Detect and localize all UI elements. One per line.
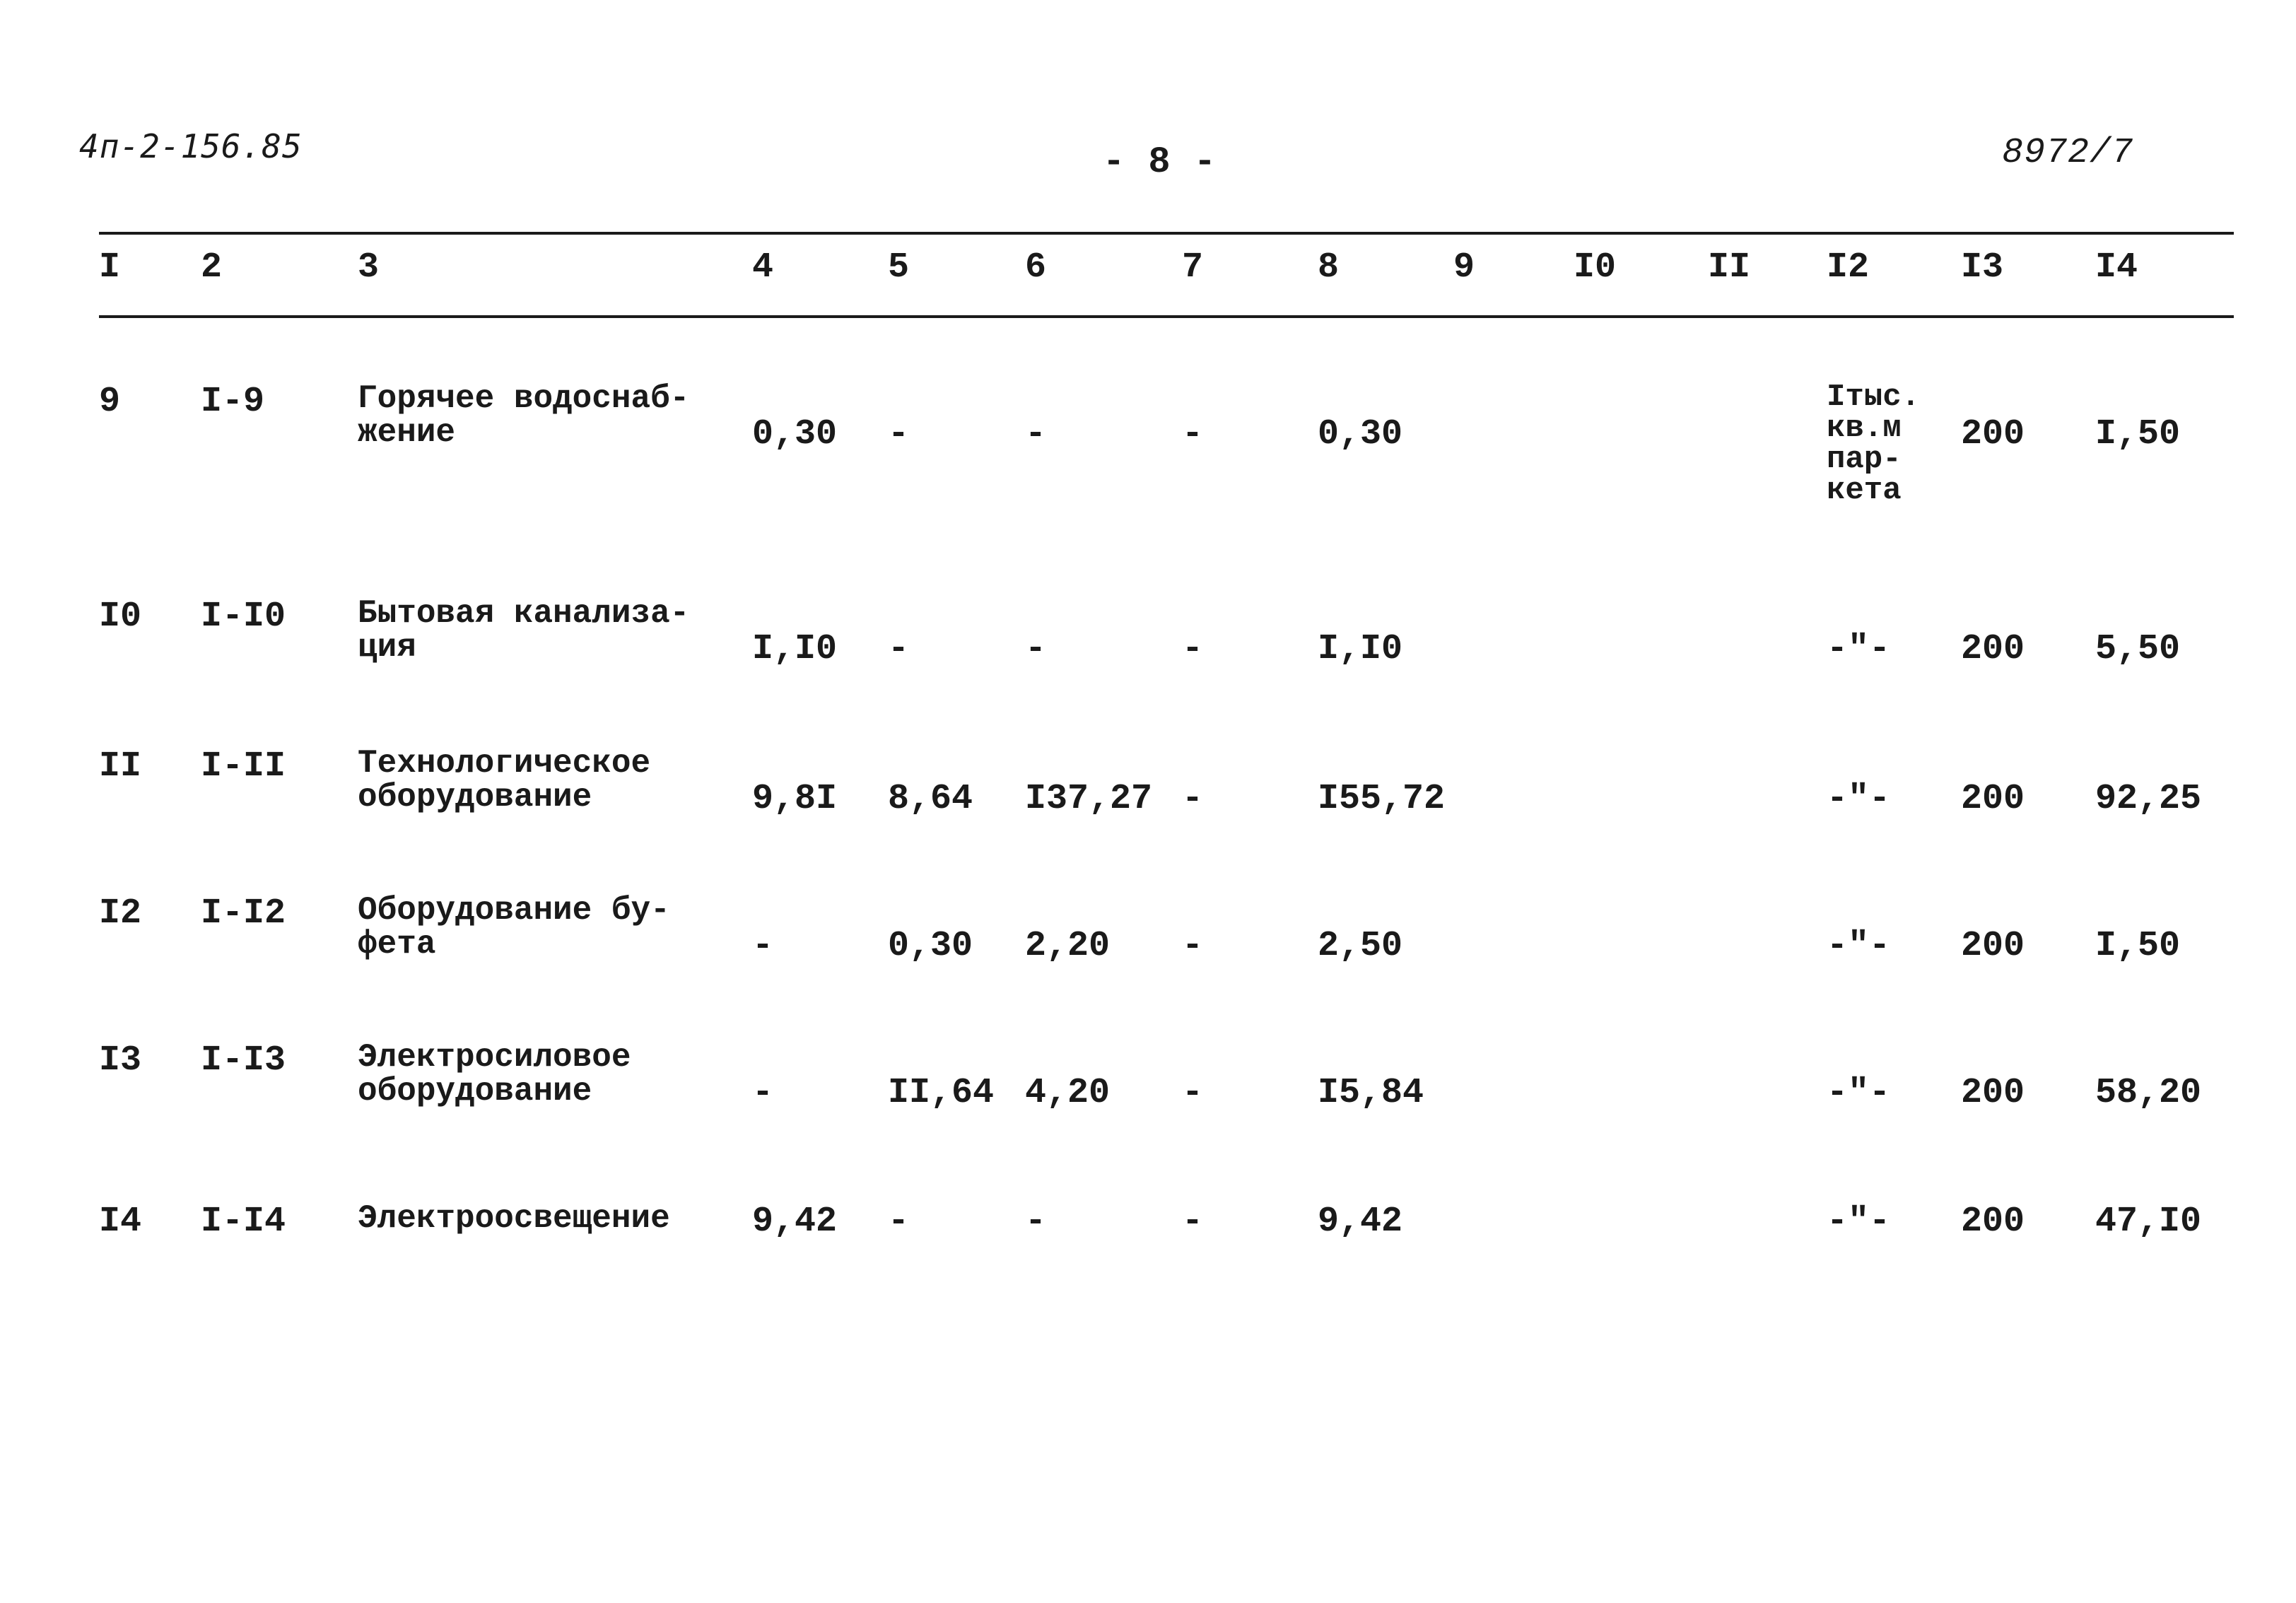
table-cell-n: I0 — [99, 597, 142, 637]
page-number: - 8 - — [1103, 141, 1217, 183]
table-cell-c6: 2,20 — [1025, 926, 1111, 966]
table-cell-c13: 200 — [1961, 414, 2025, 454]
table-cell-c12: -"- — [1827, 779, 1891, 819]
table-cell-c14: 58,20 — [2095, 1073, 2202, 1113]
document-number: 8972/7 — [2002, 133, 2134, 173]
table-cell-c8: I5,84 — [1318, 1073, 1424, 1113]
table-cell-c8: 9,42 — [1318, 1202, 1403, 1242]
table-cell-c8: 0,30 — [1318, 414, 1403, 454]
table-cell-name: Технологическое оборудование — [358, 745, 651, 816]
table-cell-c13: 200 — [1961, 1073, 2025, 1113]
table-cell-c12: -"- — [1827, 926, 1891, 966]
table-cell-c5: - — [888, 1202, 910, 1242]
table-cell-c13: 200 — [1961, 926, 2025, 966]
column-header-11: II — [1708, 247, 1751, 288]
table-cell-c13: 200 — [1961, 779, 2025, 819]
table-cell-n: I3 — [99, 1040, 142, 1081]
column-header-6: 6 — [1025, 247, 1047, 288]
table-cell-c13: 200 — [1961, 629, 2025, 669]
column-header-2: 2 — [201, 247, 223, 288]
column-header-4: 4 — [752, 247, 774, 288]
table-cell-code: I-I4 — [201, 1202, 286, 1242]
table-cell-c5: 0,30 — [888, 926, 973, 966]
column-header-14: I4 — [2095, 247, 2138, 288]
table-cell-c8: I55,72 — [1318, 779, 1446, 819]
table-cell-c12: -"- — [1827, 629, 1891, 669]
column-header-9: 9 — [1453, 247, 1475, 288]
table-cell-c5: - — [888, 414, 910, 454]
document-code: 4п-2-156.85 — [79, 127, 303, 165]
table-cell-c4: - — [752, 926, 774, 966]
table-cell-code: I-I3 — [201, 1040, 286, 1081]
table-cell-code: I-9 — [201, 382, 265, 422]
column-header-12: I2 — [1827, 247, 1870, 288]
table-cell-c12: Iтыс. кв.м пар- кета — [1827, 380, 1921, 508]
table-cell-c7: - — [1182, 926, 1204, 966]
table-cell-code: I-I2 — [201, 893, 286, 934]
table-cell-c14: I,50 — [2095, 414, 2181, 454]
column-header-10: I0 — [1574, 247, 1617, 288]
table-cell-c5: II,64 — [888, 1073, 995, 1113]
table-cell-c4: I,I0 — [752, 629, 838, 669]
table-cell-n: I2 — [99, 893, 142, 934]
table-cell-name: Горячее водоснаб- жение — [358, 380, 690, 451]
table-cell-code: I-II — [201, 746, 286, 787]
table-cell-name: Бытовая канализа- ция — [358, 595, 690, 666]
column-header-5: 5 — [888, 247, 910, 288]
table-cell-c5: 8,64 — [888, 779, 973, 819]
table-cell-c6: - — [1025, 629, 1047, 669]
table-cell-c5: - — [888, 629, 910, 669]
table-cell-n: 9 — [99, 382, 121, 422]
column-header-8: 8 — [1318, 247, 1340, 288]
table-cell-c4: - — [752, 1073, 774, 1113]
table-cell-c4: 9,42 — [752, 1202, 838, 1242]
table-cell-c12: -"- — [1827, 1073, 1891, 1113]
table-cell-c12: -"- — [1827, 1202, 1891, 1242]
table-cell-c7: - — [1182, 629, 1204, 669]
table-cell-c6: - — [1025, 414, 1047, 454]
table-cell-c7: - — [1182, 1073, 1204, 1113]
table-cell-c14: I,50 — [2095, 926, 2181, 966]
table-header-rule — [99, 315, 2234, 318]
table-cell-c7: - — [1182, 779, 1204, 819]
table-cell-name: Электросиловое оборудование — [358, 1039, 631, 1110]
table-cell-name: Оборудование бу- фета — [358, 892, 670, 963]
table-cell-c14: 5,50 — [2095, 629, 2181, 669]
column-header-1: I — [99, 247, 121, 288]
table-cell-c4: 0,30 — [752, 414, 838, 454]
column-header-13: I3 — [1961, 247, 2004, 288]
table-cell-c6: 4,20 — [1025, 1073, 1111, 1113]
table-cell-c14: 47,I0 — [2095, 1202, 2202, 1242]
column-header-7: 7 — [1182, 247, 1204, 288]
table-top-rule — [99, 232, 2234, 235]
table-cell-c13: 200 — [1961, 1202, 2025, 1242]
table-cell-c8: I,I0 — [1318, 629, 1403, 669]
table-cell-c14: 92,25 — [2095, 779, 2202, 819]
table-cell-code: I-I0 — [201, 597, 286, 637]
table-cell-c6: I37,27 — [1025, 779, 1153, 819]
table-cell-n: I4 — [99, 1202, 142, 1242]
table-cell-name: Электроосвещение — [358, 1200, 670, 1237]
table-cell-c7: - — [1182, 414, 1204, 454]
table-cell-c6: - — [1025, 1202, 1047, 1242]
column-header-3: 3 — [358, 247, 380, 288]
table-cell-c7: - — [1182, 1202, 1204, 1242]
table-cell-c8: 2,50 — [1318, 926, 1403, 966]
table-cell-c4: 9,8I — [752, 779, 838, 819]
table-cell-n: II — [99, 746, 142, 787]
